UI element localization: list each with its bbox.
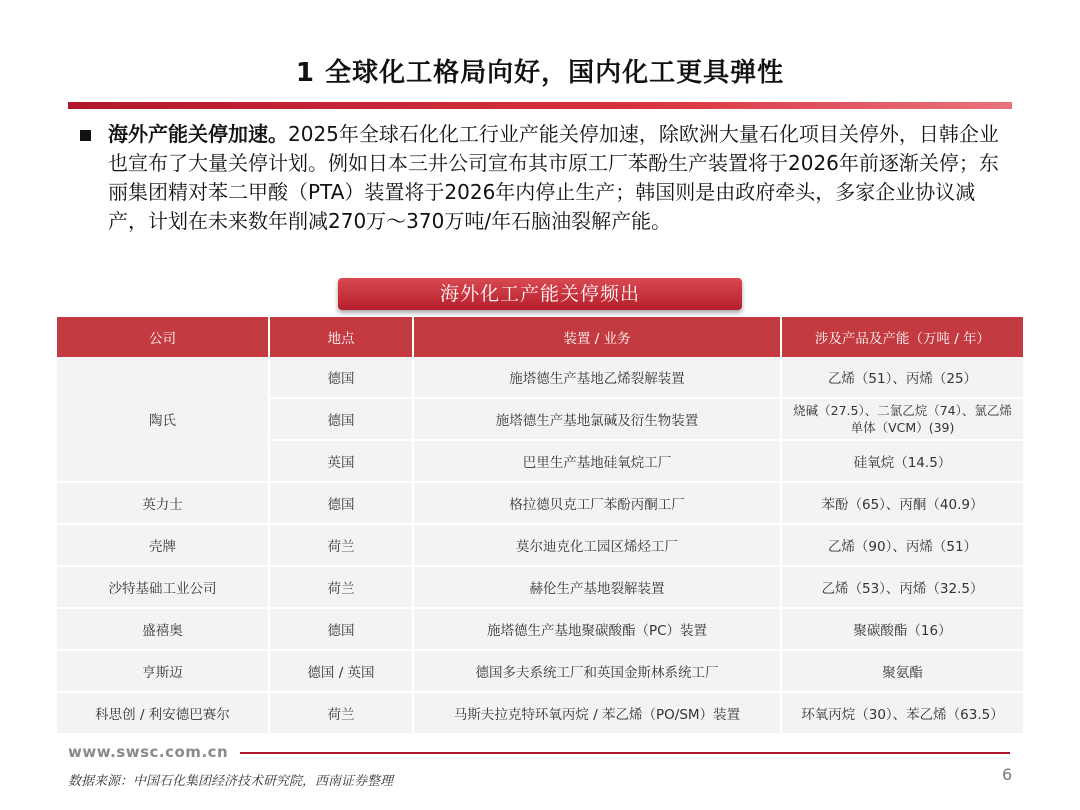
page-number: 6 bbox=[1002, 765, 1013, 784]
cell-facility: 格拉德贝克工厂苯酚丙酮工厂 bbox=[413, 482, 781, 524]
cell-company: 亨斯迈 bbox=[57, 650, 269, 692]
cell-location: 德国 bbox=[269, 608, 413, 650]
cell-location: 德国 bbox=[269, 398, 413, 440]
header-products: 涉及产品及产能（万吨 / 年） bbox=[781, 317, 1023, 357]
table-title-banner: 海外化工产能关停频出 bbox=[338, 278, 742, 310]
cell-facility: 德国多夫系统工厂和英国金斯林系统工厂 bbox=[413, 650, 781, 692]
cell-facility: 巴里生产基地硅氧烷工厂 bbox=[413, 440, 781, 482]
cell-location: 德国 bbox=[269, 482, 413, 524]
cell-company: 科思创 / 利安德巴赛尔 bbox=[57, 692, 269, 734]
header-facility: 装置 / 业务 bbox=[413, 317, 781, 357]
cell-products: 烧碱（27.5）、二氯乙烷（74）、氯乙烯单体（VCM）(39) bbox=[781, 398, 1023, 440]
header-company: 公司 bbox=[57, 317, 269, 357]
cell-company: 英力士 bbox=[57, 482, 269, 524]
paragraph-body: 2025年全球石化化工行业产能关停加速，除欧洲大量石化项目关停外，日韩企业也宣布了大量关停计划。例如日本三井公司宣布其市原工厂苯酚生产装置将于2026年前逐渐关停；东丽集团精对苯二甲酸（PTA）装置将于2026年内停止生产；韩国则是由政府牵头，多家企业协议减产，计划在未来数年削减270万～370万吨/年石脑油裂解产能。 bbox=[108, 122, 999, 233]
closures-table bbox=[57, 317, 1023, 735]
cell-products: 聚氨酯 bbox=[781, 650, 1023, 692]
footer-divider bbox=[240, 752, 1010, 754]
bullet-square-icon bbox=[80, 130, 91, 141]
cell-products: 苯酚（65）、丙酮（40.9） bbox=[781, 482, 1023, 524]
table-row bbox=[57, 524, 1023, 566]
cell-location: 德国 bbox=[269, 357, 413, 398]
cell-products: 聚碳酸酯（16） bbox=[781, 608, 1023, 650]
cell-location: 荷兰 bbox=[269, 524, 413, 566]
cell-company: 壳牌 bbox=[57, 524, 269, 566]
table-row bbox=[57, 566, 1023, 608]
cell-facility: 施塔德生产基地乙烯裂解装置 bbox=[413, 357, 781, 398]
cell-products: 乙烯（53）、丙烯（32.5） bbox=[781, 566, 1023, 608]
source-note: 数据来源：中国石化集团经济技术研究院，西南证券整理 bbox=[68, 774, 394, 789]
cell-facility: 莫尔迪克化工园区烯烃工厂 bbox=[413, 524, 781, 566]
cell-facility: 赫伦生产基地裂解装置 bbox=[413, 566, 781, 608]
cell-products: 硅氧烷（14.5） bbox=[781, 440, 1023, 482]
cell-company: 陶氏 bbox=[57, 357, 269, 482]
paragraph-lead: 海外产能关停加速。 bbox=[108, 122, 288, 146]
page-title: 1 全球化工格局向好，国内化工更具弹性 bbox=[295, 58, 785, 88]
table-row bbox=[57, 692, 1023, 734]
title-divider bbox=[68, 102, 1012, 109]
cell-location: 英国 bbox=[269, 440, 413, 482]
cell-location: 荷兰 bbox=[269, 566, 413, 608]
table-header-row bbox=[57, 317, 1023, 357]
header-location: 地点 bbox=[269, 317, 413, 357]
cell-location: 荷兰 bbox=[269, 692, 413, 734]
table-row bbox=[57, 608, 1023, 650]
table-row bbox=[57, 482, 1023, 524]
cell-products: 乙烯（51）、丙烯（25） bbox=[781, 357, 1023, 398]
cell-products: 环氧丙烷（30）、苯乙烯（63.5） bbox=[781, 692, 1023, 734]
footer-url-link[interactable]: www.swsc.com.cn bbox=[68, 743, 229, 761]
cell-facility: 马斯夫拉克特环氧丙烷 / 苯乙烯（PO/SM）装置 bbox=[413, 692, 781, 734]
table-row bbox=[57, 650, 1023, 692]
table-row bbox=[57, 357, 1023, 398]
cell-products: 乙烯（90）、丙烯（51） bbox=[781, 524, 1023, 566]
cell-facility: 施塔德生产基地氯碱及衍生物装置 bbox=[413, 398, 781, 440]
cell-company: 沙特基础工业公司 bbox=[57, 566, 269, 608]
body-paragraph bbox=[108, 120, 1008, 236]
cell-location: 德国 / 英国 bbox=[269, 650, 413, 692]
cell-facility: 施塔德生产基地聚碳酸酯（PC）装置 bbox=[413, 608, 781, 650]
cell-company: 盛禧奥 bbox=[57, 608, 269, 650]
